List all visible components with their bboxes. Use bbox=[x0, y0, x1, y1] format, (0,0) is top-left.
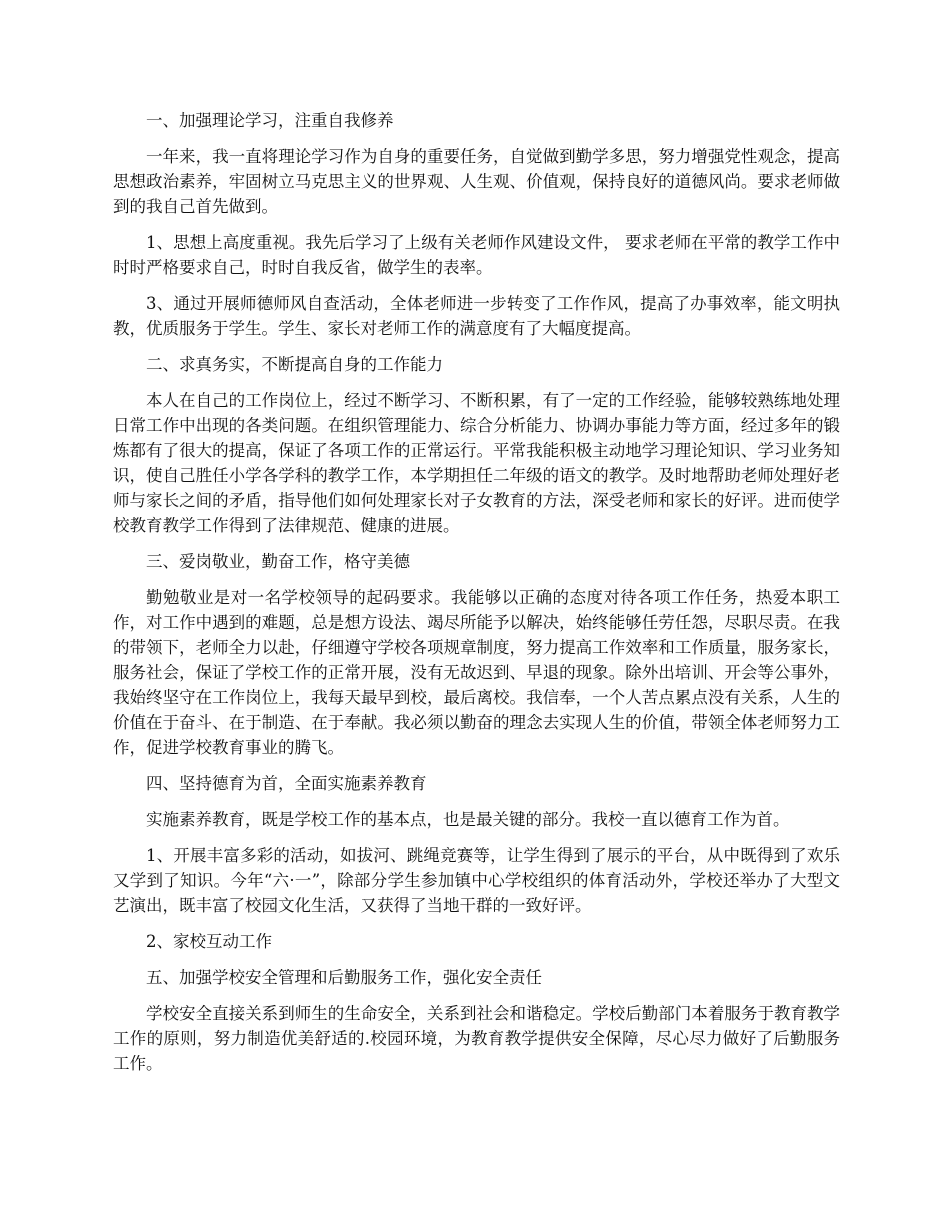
paragraph-quality-education: 实施素养教育，既是学校工作的基本点，也是最关键的部分。我校一直以德育工作为首。 bbox=[146, 810, 790, 829]
paragraph-dedication: 勤勉敬业是对一名学校领导的起码要求。我能够以正确的态度对待各项工作任务，热爱本职工作，对工作中遇到的难题，总是想方设法、竭尽所能予以解决，始终能够任劳任怨，尽职尽责。在我的带领下，老师全力以赴，仔细遵守学校各项规章制度，努力提高工作效率和工作质量，服务家长，服务社会，保证了学校工作的正常开展，没有无故迟到、早退的现象。除外出培训、开会等公事外，我始终坚守在工作岗位上，我每天最早到校，最后离校。我信奉，一个人苦点累点没有关系，人生的价值在于奋斗、在于制造、在于奉献。我必须以勤奋的理念去实现人生的价值，带领全体老师努力工作，促进学校教育事业的腾飞。 bbox=[113, 588, 840, 757]
paragraph-item-1-thinking: 1、思想上高度重视。我先后学习了上级有关老师作风建设文件， 要求老师在平常的教学工作中时时严格要求自己，时时自我反省，做学生的表率。 bbox=[113, 233, 840, 277]
paragraph-theory-study: 一年来，我一直将理论学习作为自身的重要任务，自觉做到勤学多思，努力增强党性观念，提高思想政治素养，牢固树立马克思主义的世界观、人生观、价值观，保持良好的道德风尚。要求老师做到的我自己首先做到。 bbox=[113, 147, 840, 216]
paragraph-item-1-activities: 1、开展丰富多彩的活动，如拔河、跳绳竞赛等，让学生得到了展示的平台，从中既得到了欢乐又学到了知识。今年“六·一”，除部分学生参加镇中心学校组织的体育活动外，学校还举办了大型文艺演出，既丰富了校园文化生活，又获得了当地干群的一致好评。 bbox=[113, 846, 840, 915]
paragraph-item-3-self-check: 3、通过开展师德师风自查活动，全体老师进一步转变了工作作风，提高了办事效率，能文明执教，优质服务于学生。学生、家长对老师工作的满意度有了大幅度提高。 bbox=[113, 294, 840, 338]
paragraph-safety-logistics: 学校安全直接关系到师生的生命安全，关系到社会和谐稳定。学校后勤部门本着服务于教育教学工作的原则，努力制造优美舒适的.校园环境，为教育教学提供安全保障，尽心尽力做好了后勤服务工作。 bbox=[113, 1004, 840, 1073]
heading-section-1: 一、加强理论学习，注重自我修养 bbox=[146, 111, 394, 130]
document-body bbox=[113, 108, 840, 1087]
heading-section-5: 五、加强学校安全管理和后勤服务工作，强化安全责任 bbox=[146, 968, 542, 987]
paragraph-item-2-home-school: 2、家校互动工作 bbox=[146, 932, 272, 951]
heading-section-4: 四、坚持德育为首，全面实施素养教育 bbox=[146, 774, 427, 793]
paragraph-work-ability: 本人在自己的工作岗位上，经过不断学习、不断积累，有了一定的工作经验，能够较熟练地处理日常工作中出现的各类问题。在组织管理能力、综合分析能力、协调办事能力等方面，经过多年的锻炼都有了很大的提高，保证了各项工作的正常运行。平常我能积极主动地学习理论知识、学习业务知识，使自己胜任小学各学科的教学工作，本学期担任二年级的语文的教学。及时地帮助老师处理好老师与家长之间的矛盾，指导他们如何处理家长对子女教育的方法，深受老师和家长的好评。进而使学校教育教学工作得到了法律规范、健康的进展。 bbox=[113, 391, 840, 535]
heading-section-2: 二、求真务实，不断提高自身的工作能力 bbox=[146, 355, 443, 374]
heading-section-3: 三、爱岗敬业，勤奋工作，格守美德 bbox=[146, 552, 410, 571]
